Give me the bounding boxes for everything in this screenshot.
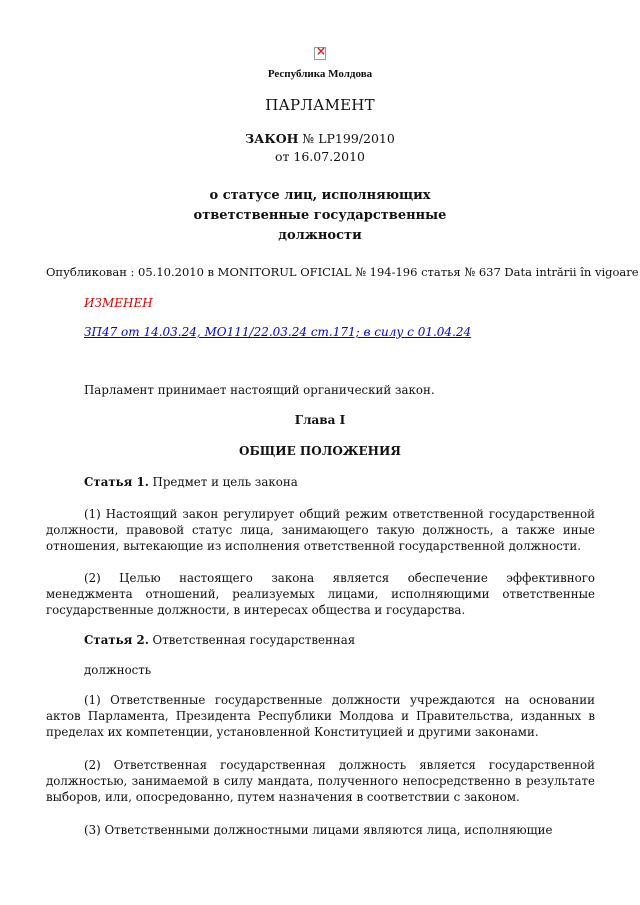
law-title-line: ответственные государственные <box>193 208 447 223</box>
law-number: № LP199/2010 <box>302 131 395 146</box>
amendment-link[interactable]: ЗП47 от 14.03.24, МО111/22.03.24 ст.171; в силу с 01.04.24 <box>84 325 472 339</box>
article-2-heading <box>84 633 355 647</box>
article-1-paragraph-1: (1) Настоящий закон регулирует общий режим ответственной государственной должности, правовой статус лица, занимающего такую должность, а также иные отношения, вытекающие из исполнения ответственной государственной должности. <box>46 507 595 553</box>
issuing-body: ПАРЛАМЕНТ <box>265 96 375 114</box>
law-title-line: о статусе лиц, исполняющих <box>209 188 431 203</box>
article-label: Статья 1. <box>84 475 149 489</box>
amended-status: ИЗМЕНЕН <box>84 296 153 310</box>
article-1-heading <box>84 475 298 489</box>
law-title-line: должности <box>278 228 362 243</box>
article-2-paragraph-2: (2) Ответственная государственная должность является государственной должностью, занимаемой в силу мандата, полученного непосредственно в результате выборов, или, опосредованно, путем назначения в соответствии с законом. <box>46 758 595 804</box>
preamble: Парламент принимает настоящий органический закон. <box>84 383 435 397</box>
publication-info: Опубликован : 05.10.2010 в MONITORUL OFICIAL № 194-196 статья № 637 Data intrării în vigoare <box>46 265 639 279</box>
broken-image-icon <box>314 47 326 60</box>
chapter-number: Глава I <box>294 413 346 427</box>
law-date: от 16.07.2010 <box>275 149 365 164</box>
country-name: Республика Молдова <box>267 68 373 80</box>
article-2-paragraph-3: (3) Ответственными должностными лицами являются лица, исполняющие <box>84 823 553 837</box>
law-label: ЗАКОН <box>245 131 299 146</box>
article-1-paragraph-2: (2) Целью настоящего закона является обеспечение эффективного менеджмента отношений, реализуемых лицами, исполняющими ответственные государственные должности, в интересах общества и государства. <box>46 571 595 617</box>
article-2-heading-cont: должность <box>84 663 152 677</box>
article-2-paragraph-1: (1) Ответственные государственные должности учреждаются на основании актов Парламента, Президента Республики Молдова и Правительства, изданных в пределах их компетенции, установленной Конституцией и другими законами. <box>46 693 595 739</box>
law-title <box>0 186 640 246</box>
article-label: Статья 2. <box>84 633 149 647</box>
chapter-title: ОБЩИЕ ПОЛОЖЕНИЯ <box>239 444 401 458</box>
article-title: Ответственная государственная <box>152 633 356 647</box>
law-identifier <box>0 130 640 166</box>
article-title: Предмет и цель закона <box>152 475 298 489</box>
